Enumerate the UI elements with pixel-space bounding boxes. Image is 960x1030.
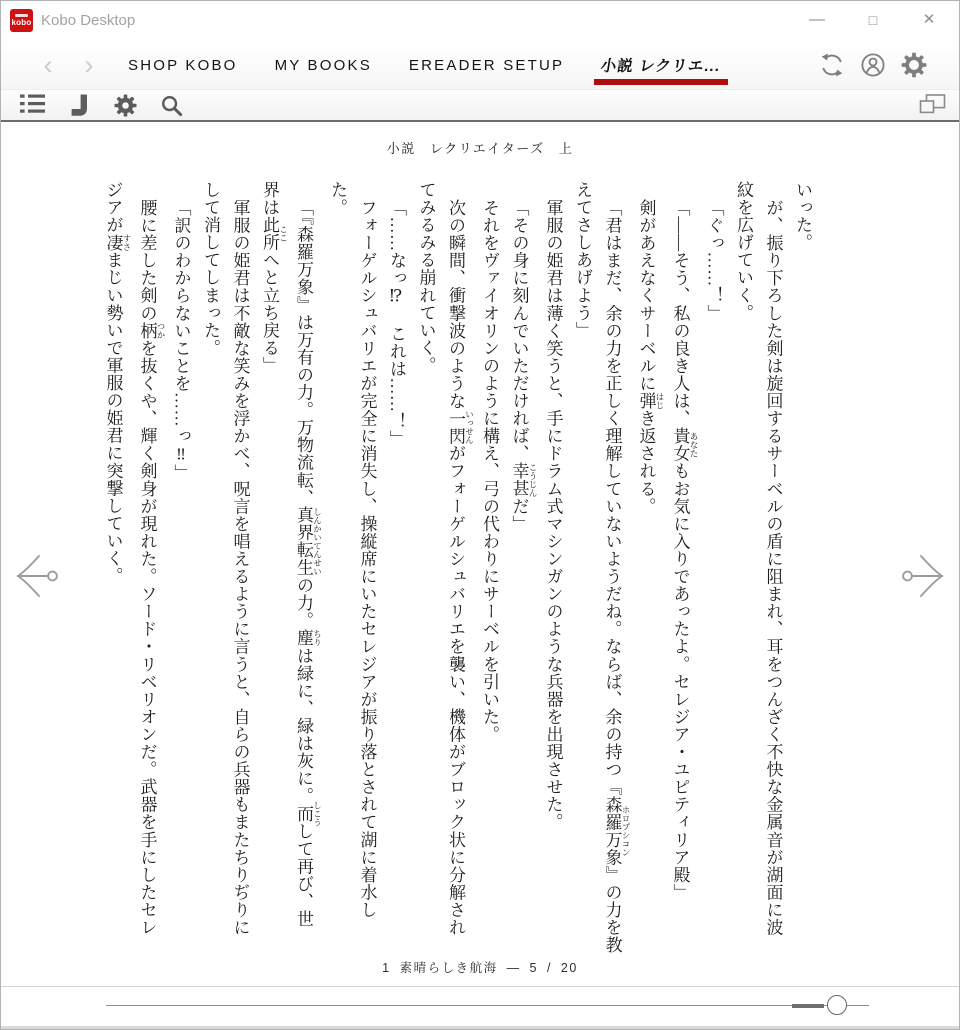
forward-icon[interactable]: › <box>84 50 94 80</box>
search-icon[interactable] <box>160 94 183 117</box>
text-column: 軍服の姫君は薄く笑うと、手にドラム式マシンガンのような兵器を出現させた。 <box>543 199 563 831</box>
kobo-logo-text: kobo <box>11 18 32 27</box>
text-column: いった。 <box>793 181 812 252</box>
text-column: 「その身に刻んでいただければ、幸甚 こうじんだ」 <box>509 199 538 533</box>
text-column: が、振り下ろした剣は旋回するサーベルの盾に阻まれ、耳をつんざく不快な金属音が湖面に波 <box>763 199 783 937</box>
text-column: 「ぐっ……！」 <box>704 199 724 322</box>
tab-ereader-setup[interactable]: EREADER SETUP <box>408 56 565 74</box>
tab-my-books[interactable]: MY BOOKS <box>274 56 372 74</box>
reading-view-icon[interactable] <box>919 94 946 117</box>
slider-chapter-segment <box>792 1004 824 1008</box>
text-column: フォーゲルシュバリエが完全に消失し、操縦席にいたセレジアが振り落とされて湖に着水し <box>357 199 377 919</box>
kobo-logo <box>10 9 33 32</box>
annotations-icon[interactable] <box>68 94 91 117</box>
titlebar <box>1 1 959 41</box>
text-column: 次の瞬間、衝撃波のような一閃 いっせんがフォーゲルシュバリエを襲い、機体がブロック状に分解され <box>446 199 475 937</box>
settings-icon[interactable] <box>901 52 927 78</box>
account-icon[interactable] <box>860 52 886 78</box>
chapter-page-indicator: 1 素晴らしき航海 — 5 / 20 <box>382 961 578 975</box>
page-turn-left-icon[interactable] <box>15 554 63 598</box>
text-column: 軍服の姫君は不敵な笑みを浮かべ、呪言を唱えるように言うと、自らの兵器もまたちりぢりに <box>230 199 250 937</box>
reading-area <box>1 123 959 986</box>
text-column: た。 <box>328 181 347 217</box>
text-column: 「『森羅万象』は万有の力。万物流転、真界転生 しんかいてんせいの力。塵 ちりは緑に、緑は灰に。而 しこうして再び、世 <box>294 199 323 928</box>
text-column: して消してしまった。 <box>201 181 220 357</box>
reader-settings-icon[interactable] <box>114 94 137 117</box>
back-icon[interactable]: ‹ <box>43 50 53 80</box>
slider-handle[interactable] <box>827 995 847 1015</box>
text-column: 「……なっ⁉ これは……！」 <box>387 199 406 448</box>
text-column: 界は此所 ここへと立ち戻る」 <box>260 181 289 375</box>
window-bottom-edge <box>1 1026 959 1029</box>
toc-icon[interactable] <box>20 94 45 117</box>
sync-icon[interactable] <box>819 52 845 78</box>
nav-right-icons <box>819 52 927 78</box>
text-column: ジアが凄 すさまじい勢いで軍服の姫君に突撃していく。 <box>103 181 132 585</box>
reader-toolbar <box>1 89 959 122</box>
slider-track[interactable] <box>106 1005 869 1006</box>
text-column: 紋を広げていく。 <box>734 181 753 322</box>
text-columns <box>98 181 817 954</box>
text-column: それをヴァイオリンのように構え、弓の代わりにサーベルを引いた。 <box>480 199 499 744</box>
window-controls <box>789 1 957 41</box>
maximize-icon[interactable]: □ <box>868 12 878 28</box>
text-column: 「君はまだ、余の力を正しく理解していないようだね。ならば、余の持つ『森羅万象 ホロプシコン』の力を教 <box>602 199 631 954</box>
progress-slider <box>1 986 959 1029</box>
text-column: 「訳のわからないことを……っ‼」 <box>171 199 191 482</box>
tab-current-book[interactable] <box>601 41 721 89</box>
text-column: 剣があえなくサーベルに弾 はじき返される。 <box>636 199 665 515</box>
text-column: えてさしあげよう」 <box>573 181 592 339</box>
app-title: Kobo Desktop <box>41 12 136 29</box>
tab-shop-kobo[interactable]: SHOP KOBO <box>128 56 238 74</box>
navbar <box>1 41 959 89</box>
text-column: てみるみる崩れていく。 <box>416 181 436 375</box>
text-column: 腰に差した剣の柄 つかを抜くや、輝く剣身が現れた。ソード・リベリオンだ。武器を手にしたセレ <box>137 199 166 937</box>
text-column: 「——そう、私の良き人は、貴女 あなたもお気に入りであったよ。セレジア・ユピティリア殿」 <box>670 199 699 902</box>
page-turn-right-icon[interactable] <box>897 554 945 598</box>
close-icon[interactable]: ✕ <box>922 11 936 28</box>
tab-current-book-label: 小説 レクリエ... <box>599 58 722 75</box>
minimize-icon[interactable]: — <box>809 11 825 28</box>
book-title: 小説 レクリエイターズ 上 <box>386 141 574 156</box>
nav-tabs <box>128 41 721 89</box>
